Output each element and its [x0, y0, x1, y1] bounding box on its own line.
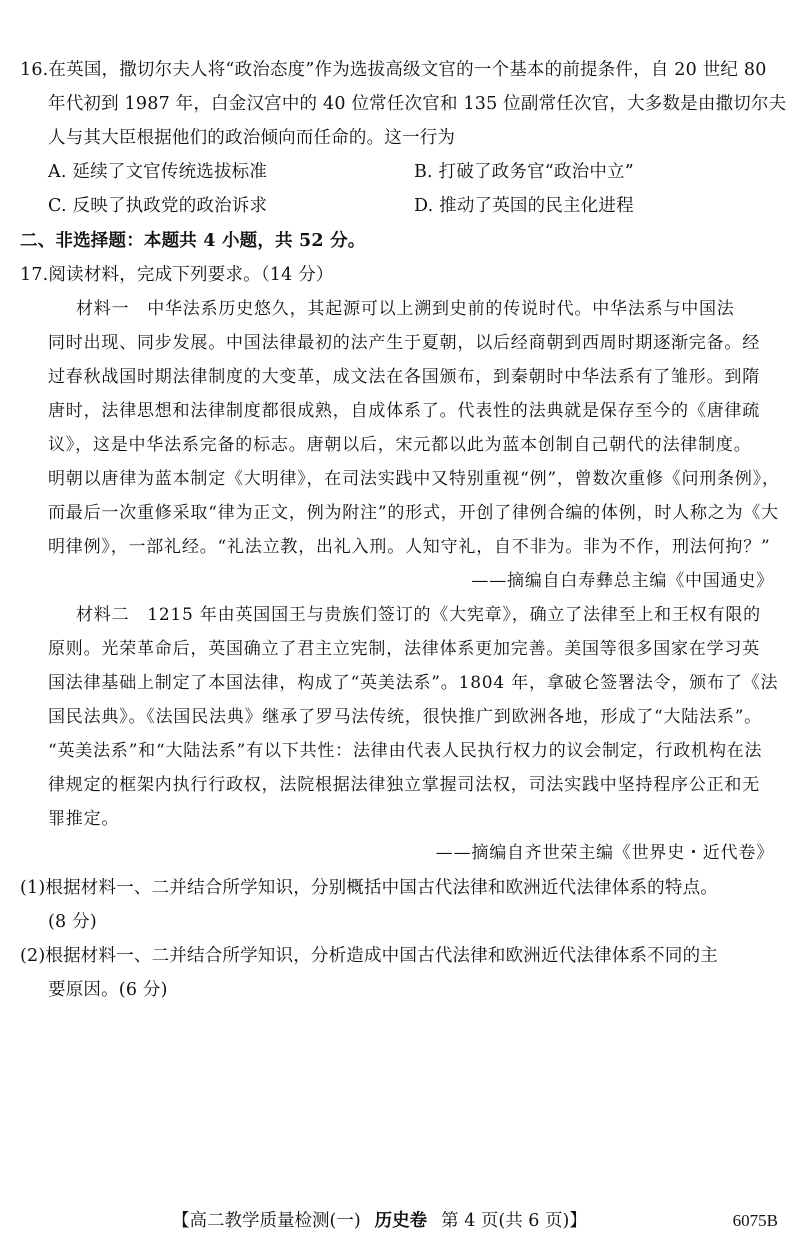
- material-2-line: 罪推定。: [48, 809, 120, 829]
- q16-option-c: C. 反映了执政党的政治诉求: [48, 196, 268, 216]
- q17-sub1-line: (1)根据材料一、二并结合所学知识，分别概括中国古代法律和欧洲近代法律体系的特点。: [20, 878, 718, 898]
- q16-stem-line-2: 年代初到 1987 年，白金汉宫中的 40 位常任次官和 135 位副常任次官，大多数是由撒切尔夫: [48, 94, 787, 114]
- material-1-line: 明律例》，一部礼经。“礼法立教，出礼入刑。人知守礼，自不非为。非为不作，刑法何拘？”: [48, 537, 771, 557]
- material-2-line: 原则。光荣革命后，英国确立了君主立宪制，法律体系更加完善。美国等很多国家在学习英: [48, 639, 760, 659]
- q16-option-b: B. 打破了政务官“政治中立”: [414, 162, 634, 182]
- q17-sub1-line: (8 分): [48, 912, 97, 932]
- material-1-line: 唐时，法律思想和法律制度都很成熟，自成体系了。代表性的法典就是保存至今的《唐律疏: [48, 401, 760, 421]
- material-2-line: 律规定的框架内执行行政权，法院根据法律独立掌握司法权，司法实践中坚持程序公正和无: [48, 775, 760, 795]
- material-1-line: 过春秋战国时期法律制度的大变革，成文法在各国颁布，到秦朝时中华法系有了雏形。到隋: [48, 367, 760, 387]
- material-1-line: 议》，这是中华法系完备的标志。唐朝以后，宋元都以此为蓝本创制自己朝代的法律制度。: [48, 435, 752, 455]
- footer-subject: 历史卷: [374, 1211, 428, 1231]
- footer-paper-code: 6075B: [732, 1211, 778, 1230]
- material-2-source: ——摘编自齐世荣主编《世界史・近代卷》: [435, 843, 774, 863]
- material-1-line: 明朝以唐律为蓝本制定《大明律》，在司法实践中又特别重视“例”，曾数次重修《问刑条例》，: [48, 469, 780, 489]
- section-2-heading: 二、非选择题：本题共 4 小题，共 52 分。: [20, 231, 366, 251]
- material-2-line: 国民法典》。《法国民法典》继承了罗马法传统，很快推广到欧洲各地，形成了“大陆法系”。: [48, 707, 762, 727]
- footer-page-number: 第 4 页(共 6 页)】: [441, 1211, 587, 1231]
- material-2-line: “英美法系”和“大陆法系”有以下共性：法律由代表人民执行权力的议会制定，行政机构在法: [48, 741, 763, 761]
- footer-exam-title: 【高二教学质量检测(一): [172, 1211, 361, 1231]
- q17-sub2-line: 要原因。(6 分): [48, 980, 168, 1000]
- material-2-line: 材料二 1215 年由英国国王与贵族们签订的《大宪章》，确立了法律至上和王权有限的: [76, 605, 761, 625]
- q17-stem: 17.阅读材料，完成下列要求。（14 分）: [20, 265, 334, 285]
- material-1-source: ——摘编自白寿彝总主编《中国通史》: [471, 571, 774, 591]
- q16-stem-line-3: 人与其大臣根据他们的政治倾向而任命的。这一行为: [48, 128, 456, 148]
- material-2-line: 国法律基础上制定了本国法律，构成了“英美法系”。1804 年，拿破仑签署法令，颁布了《法: [48, 673, 779, 693]
- q16-stem-line-1: 16.在英国，撒切尔夫人将“政治态度”作为选拔高级文官的一个基本的前提条件，自 20 世纪 80: [20, 60, 767, 80]
- q16-option-d: D. 推动了英国的民主化进程: [414, 196, 634, 216]
- q16-option-a: A. 延续了文官传统选拔标准: [48, 162, 268, 182]
- material-1-line: 而最后一次重修采取“律为正文，例为附注”的形式，开创了律例合编的体例，时人称之为《大: [48, 503, 779, 523]
- material-1-line: 材料一 中华法系历史悠久，其起源可以上溯到史前的传说时代。中华法系与中国法: [76, 299, 735, 319]
- material-1-line: 同时出现、同步发展。中国法律最初的法产生于夏朝，以后经商朝到西周时期逐渐完备。经: [48, 333, 760, 353]
- page-footer: [172, 1209, 587, 1233]
- q17-sub2-line: (2)根据材料一、二并结合所学知识，分析造成中国古代法律和欧洲近代法律体系不同的主: [20, 946, 718, 966]
